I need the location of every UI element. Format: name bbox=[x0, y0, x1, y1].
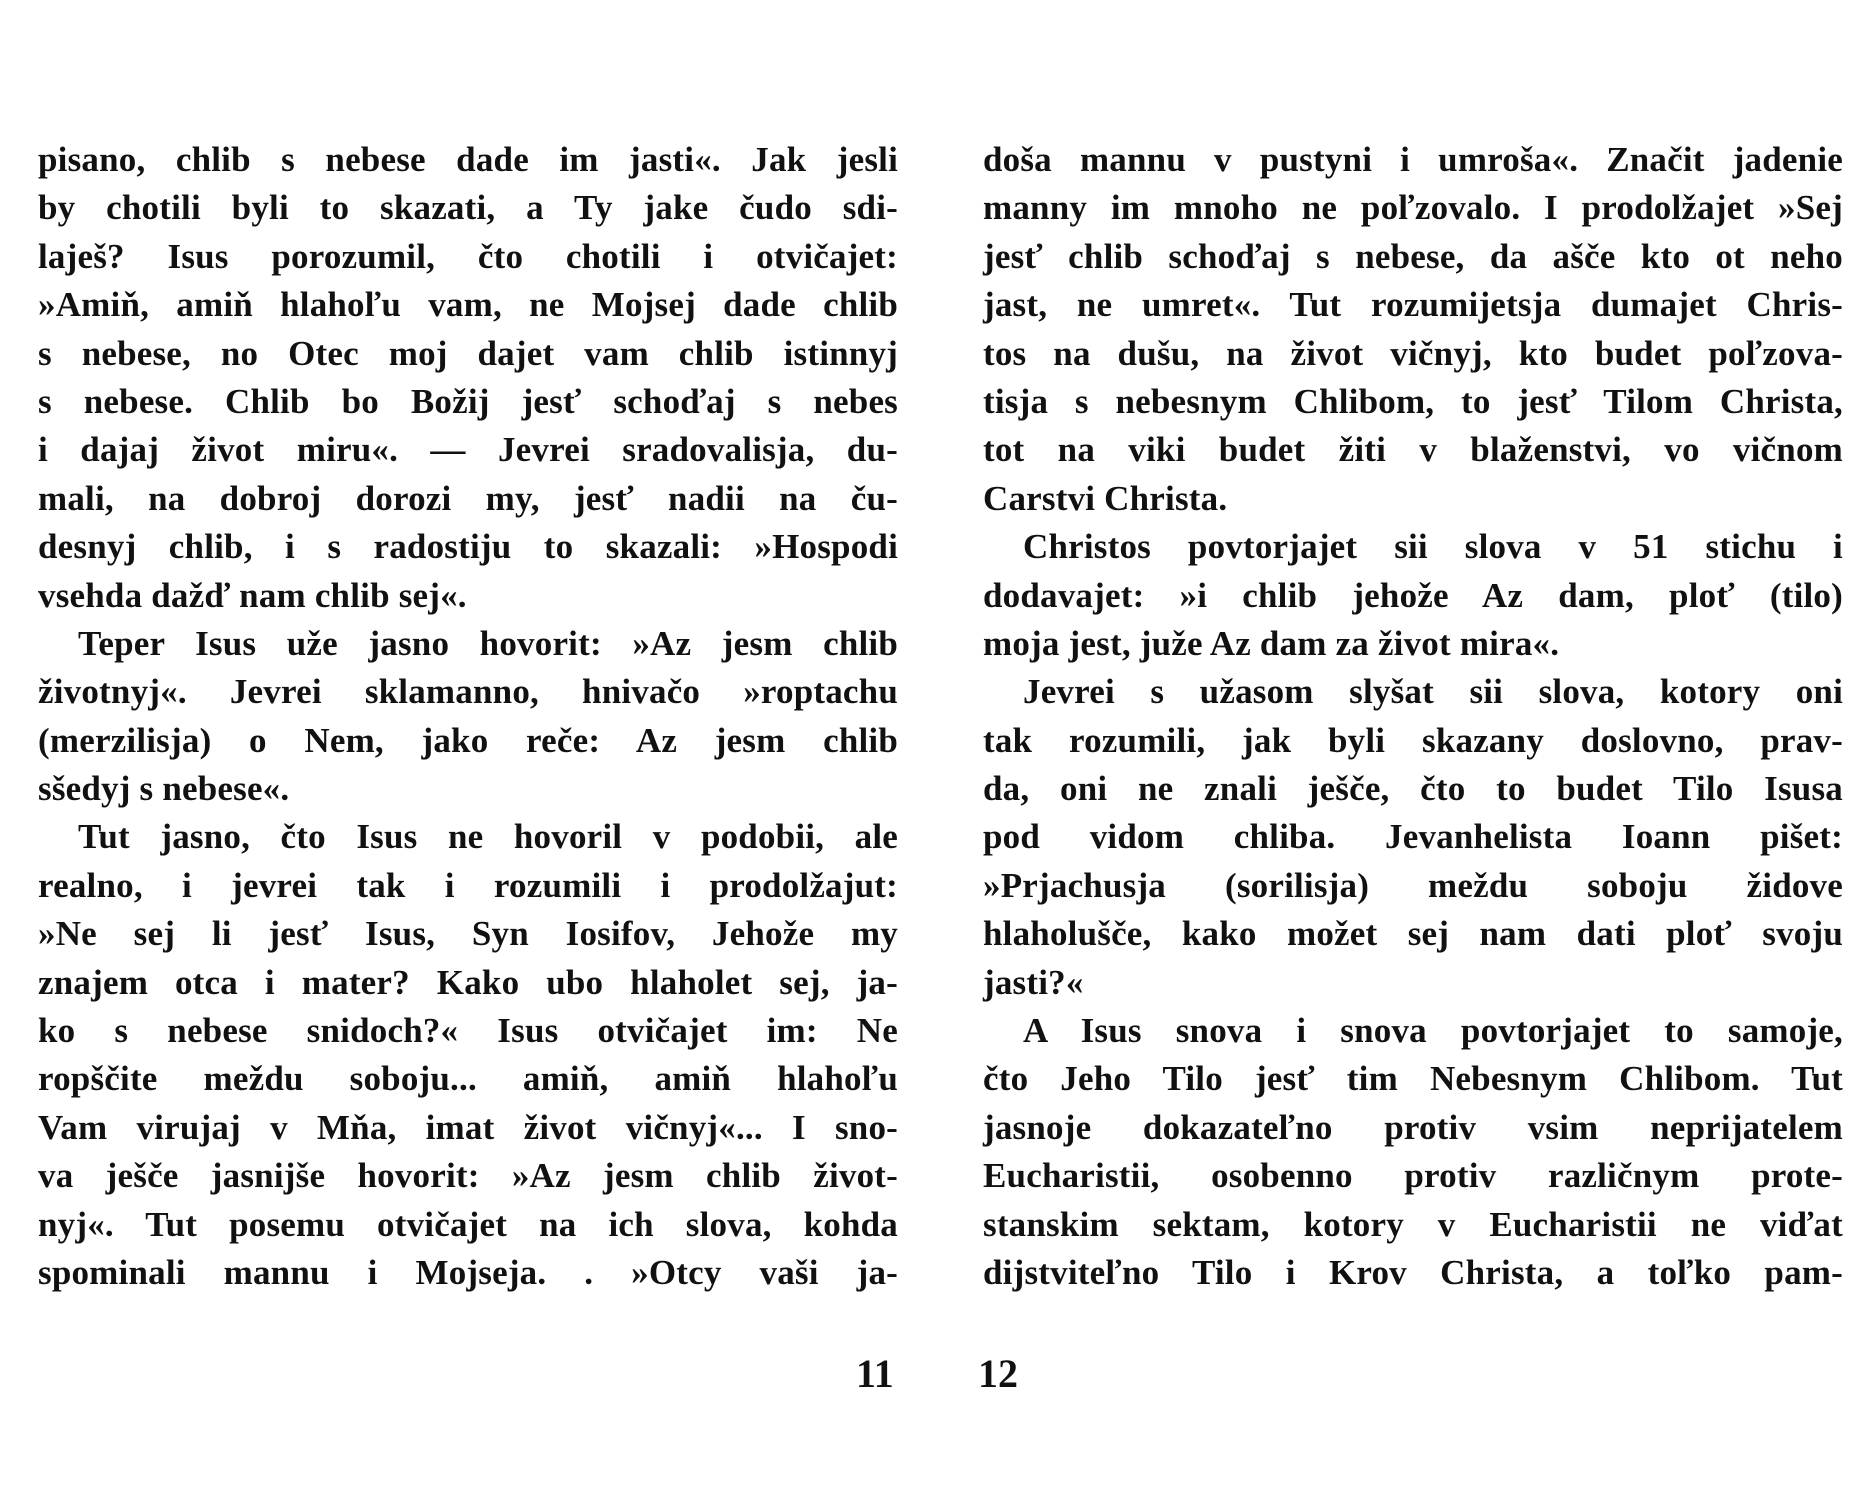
text-line: Jevrei s užasom slyšat sii slova, kotory oni bbox=[1023, 672, 1843, 712]
text-line: i dajaj život miru«. — Jevrei sradovalisja, du- bbox=[38, 430, 898, 470]
page-number-right: 12 bbox=[978, 1351, 1018, 1396]
text-line: jast, ne umret«. Tut rozumijetsja dumajet Chris- bbox=[983, 285, 1843, 325]
text-line: znajem otca i mater? Kako ubo hlaholet sej, ja- bbox=[38, 962, 898, 1002]
text-line: jasti?« bbox=[983, 962, 1084, 1002]
text-line: va ješče jasnijše hovorit: »Az jesm chlib život- bbox=[38, 1156, 898, 1196]
text-line: manny im mnoho ne poľzovalo. I prodolžajet »Sej bbox=[983, 188, 1843, 228]
text-line: ko s nebese snidoch?« Isus otvičajet im: Ne bbox=[38, 1011, 898, 1051]
text-line: »Prjachusja (sorilisja) meždu soboju židove bbox=[983, 865, 1843, 905]
text-line: desnyj chlib, i s radostiju to skazali: »Hospodi bbox=[38, 527, 898, 567]
text-line: moja jest, juže Az dam za život mira«. bbox=[983, 623, 1560, 663]
text-line: »Amiň, amiň hlahoľu vam, ne Mojsej dade chlib bbox=[38, 285, 898, 325]
text-line: Eucharistii, osobenno protiv različnym prote- bbox=[983, 1156, 1843, 1196]
text-line: hlaholušče, kako možet sej nam dati ploť svoju bbox=[983, 914, 1843, 954]
text-line: »Ne sej li jesť Isus, Syn Iosifov, Jehože my bbox=[38, 914, 898, 954]
text-line: Teper Isus uže jasno hovorit: »Az jesm chlib bbox=[78, 623, 898, 663]
text-line: laješ? Isus porozumil, čto chotili i otvičajet: bbox=[38, 236, 898, 276]
text-line: životnyj«. Jevrei sklamanno, hnivačo »roptachu bbox=[38, 672, 898, 712]
text-line: pod vidom chliba. Jevanhelista Ioann pišet: bbox=[983, 817, 1843, 857]
text-line: A Isus snova i snova povtorjajet to samoje, bbox=[1023, 1011, 1843, 1051]
text-line: da, oni ne znali ješče, čto to budet Tilo Isusa bbox=[983, 769, 1843, 809]
text-line: by chotili byli to skazati, a Ty jake čudo sdi- bbox=[38, 188, 898, 228]
text-line: pisano, chlib s nebese dade im jasti«. Jak jesli bbox=[38, 140, 898, 179]
text-line: s nebese, no Otec moj dajet vam chlib istinnyj bbox=[38, 333, 898, 373]
text-line: Tut jasno, čto Isus ne hovoril v podobii, ale bbox=[78, 817, 898, 857]
text-line: stanskim sektam, kotory v Eucharistii ne viďat bbox=[983, 1204, 1843, 1244]
text-line: realno, i jevrei tak i rozumili i prodolžajut: bbox=[38, 865, 898, 905]
right-page-text bbox=[983, 136, 1843, 1297]
text-line: Vam virujaj v Mňa, imat život vičnyj«... I sno- bbox=[38, 1107, 898, 1147]
text-line: tisja s nebesnym Chlibom, to jesť Tilom Christa, bbox=[983, 381, 1843, 421]
text-line: tak rozumili, jak byli skazany doslovno, prav- bbox=[983, 720, 1843, 760]
text-line: tos na dušu, na život vičnyj, kto budet poľzova- bbox=[983, 333, 1843, 373]
text-line: spominali mannu i Mojseja. . »Otcy vaši ja- bbox=[38, 1252, 898, 1292]
text-line: s nebese. Chlib bo Božij jesť schoďaj s nebes bbox=[38, 381, 898, 421]
text-line: ropščite meždu soboju... amiň, amiň hlahoľu bbox=[38, 1059, 898, 1099]
text-line: čto Jeho Tilo jesť tim Nebesnym Chlibom. Tut bbox=[983, 1059, 1843, 1099]
page-number-left: 11 bbox=[856, 1351, 894, 1396]
left-page-text bbox=[38, 136, 898, 1297]
text-line: vsehda dažď nam chlib sej«. bbox=[38, 575, 467, 615]
text-line: mali, na dobroj dorozi my, jesť nadii na ču- bbox=[38, 478, 898, 518]
text-line: Christos povtorjajet sii slova v 51 stichu i bbox=[1023, 527, 1843, 567]
text-line: nyj«. Tut posemu otvičajet na ich slova, kohda bbox=[38, 1204, 898, 1244]
text-line: Carstvi Christa. bbox=[983, 478, 1228, 518]
text-line: dijstviteľno Tilo i Krov Christa, a toľko pam- bbox=[983, 1252, 1843, 1292]
text-line: tot na viki budet žiti v blaženstvi, vo vičnom bbox=[983, 430, 1843, 470]
text-line: jesť chlib schoďaj s nebese, da ašče kto ot neho bbox=[983, 236, 1843, 276]
text-line: doša mannu v pustyni i umroša«. Značit jadenie bbox=[983, 140, 1843, 179]
text-line: (merzilisja) o Nem, jako reče: Az jesm chlib bbox=[38, 720, 898, 760]
text-line: dodavajet: »i chlib jehože Az dam, ploť (tilo) bbox=[983, 575, 1843, 615]
text-line: jasnoje dokazateľno protiv vsim neprijatelem bbox=[983, 1107, 1843, 1147]
text-line: sšedyj s nebese«. bbox=[38, 769, 290, 809]
